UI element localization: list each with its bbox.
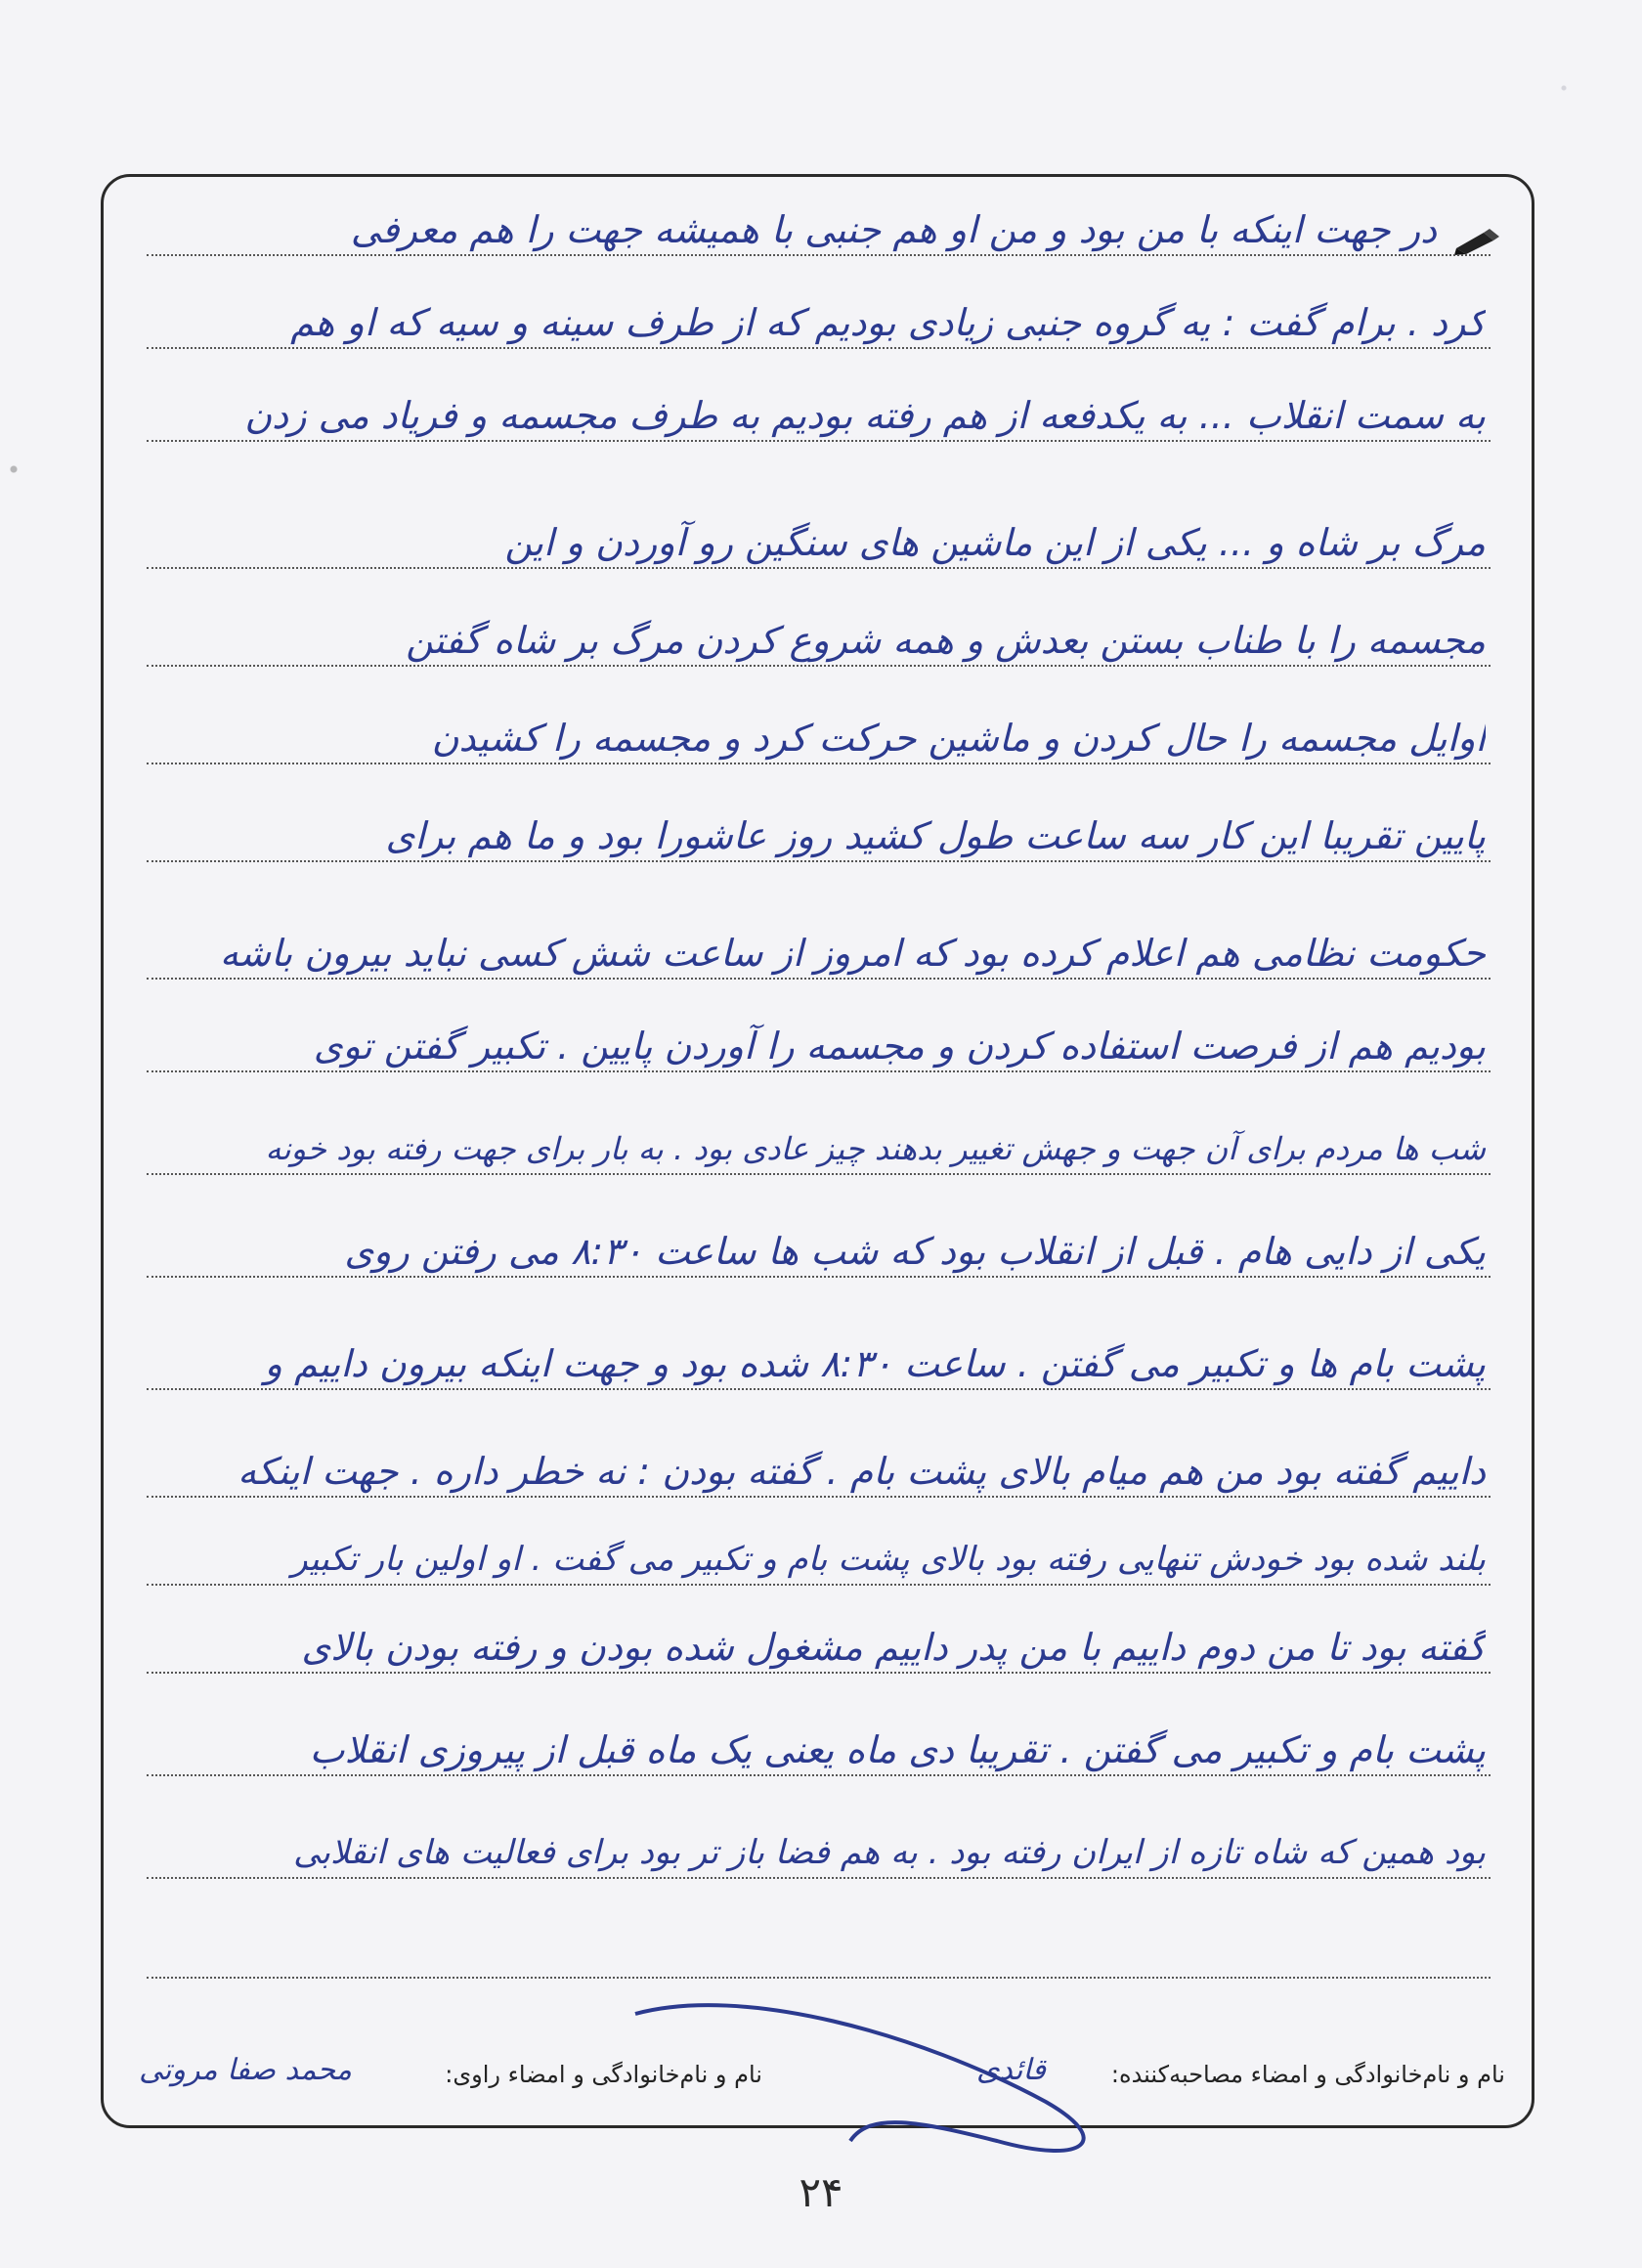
handwritten-line: بودیم هم از فرصت استفاده کردن و مجسمه را آوردن پایین . تکبیر گفتن توی [313, 1025, 1486, 1068]
signature-footer [117, 2053, 1505, 2100]
rule-line [147, 1070, 1491, 1072]
handwritten-line: داییم گفته بود من هم میام بالای پشت بام . گفته بودن : نه خطر داره . جهت اینکه [238, 1450, 1486, 1493]
rule-line [147, 978, 1491, 980]
handwritten-line: حکومت نظامی هم اعلام کرده بود که امروز از ساعت شش کسی نباید بیرون باشه [219, 932, 1486, 975]
pencil-icon [1454, 227, 1501, 256]
handwritten-line: پشت بام و تکبیر می گفتن . تقریبا دی ماه یعنی یک ماه قبل از پیروزی انقلاب [309, 1728, 1486, 1771]
rule-line [147, 1977, 1491, 1979]
handwritten-line: مجسمه را با طناب بستن بعدش و همه شروع کردن مرگ بر شاه گفتن [406, 619, 1486, 662]
handwritten-line: در جهت اینکه با من بود و من او هم جنبی با همیشه جهت را هم معرفی [350, 208, 1437, 251]
rule-line [147, 1173, 1491, 1175]
interviewer-label: نام و نام‌خانوادگی و امضاء مصاحبه‌کننده: [1110, 2061, 1505, 2088]
handwritten-line: کرد . برام گفت : یه گروه جنبی زیادی بودیم که از طرف سینه و سیه که او هم [290, 301, 1486, 344]
rule-line [147, 1584, 1491, 1586]
rule-line [147, 1877, 1491, 1879]
page-number: ۲۴ [799, 2168, 843, 2216]
rule-line [147, 1276, 1491, 1278]
narrator-label: نام و نام‌خانوادگی و امضاء راوی: [445, 2061, 762, 2088]
rule-line [147, 1774, 1491, 1776]
narrator-signature: محمد صفا مروتی [139, 2053, 352, 2087]
rule-line [147, 254, 1491, 256]
rule-line [147, 1672, 1491, 1674]
handwritten-line: به سمت انقلاب ... به یکدفعه از هم رفته بودیم به طرف مجسمه و فریاد می زدن [244, 394, 1486, 437]
handwritten-line: پایین تقریبا این کار سه ساعت طول کشید روز عاشورا بود و ما هم برای [385, 814, 1486, 857]
rule-line [147, 440, 1491, 442]
rule-line [147, 763, 1491, 764]
handwritten-line: بلند شده بود خودش تنهایی رفته بود بالای پشت بام و تکبیر می گفت . او اولین بار تکبیر [291, 1540, 1486, 1579]
handwritten-line: گفته بود تا من دوم داییم با من پدر داییم مشغول شده بودن و رفته بودن بالای [301, 1626, 1486, 1669]
interviewer-signature: قائدی [975, 2053, 1046, 2087]
handwritten-line: مرگ بر شاه و ... یکی از این ماشین های سنگین رو آوردن و این [504, 521, 1486, 564]
handwritten-line: بود همین که شاه تازه از ایران رفته بود . به هم فضا باز تر بود برای فعالیت های انقلابی [293, 1833, 1486, 1872]
rule-line [147, 347, 1491, 349]
handwritten-line: پشت بام ها و تکبیر می گفتن . ساعت ۸:۳۰ شده بود و جهت اینکه بیرون داییم و [264, 1342, 1486, 1385]
rule-line [147, 665, 1491, 667]
handwritten-line: اوایل مجسمه را حال کردن و ماشین حرکت کرد و مجسمه را کشیدن [431, 717, 1486, 760]
rule-line [147, 860, 1491, 862]
handwritten-line: شب ها مردم برای آن جهت و جهش تغییر بدهند چیز عادی بود . به بار برای جهت رفته بود خونه [265, 1130, 1486, 1167]
rule-line [147, 567, 1491, 569]
rule-line [147, 1496, 1491, 1498]
handwritten-line: یکی از دایی هام . قبل از انقلاب بود که شب ها ساعت ۸:۳۰ می رفتن روی [344, 1230, 1486, 1273]
rule-line [147, 1388, 1491, 1390]
